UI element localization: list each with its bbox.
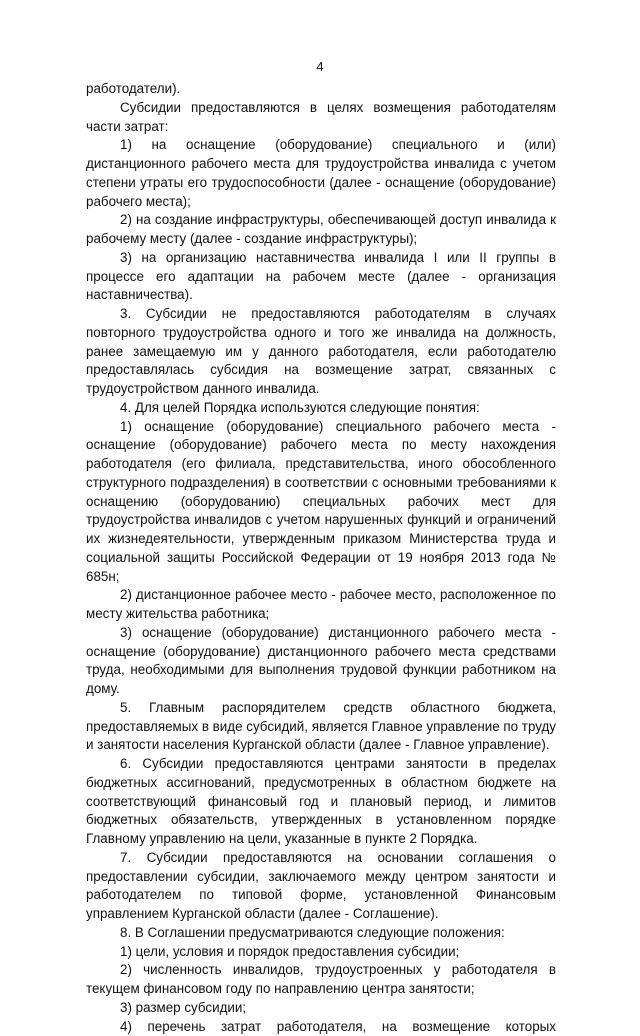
paragraph: 1) оснащение (оборудование) специального рабочего места - оснащение (оборудование) рабочего места по месту нахождения работодателя (его филиала, представительства, иного обособленного структурного подразделения) в соответствии с основными требованиями к оснащению (оборудованию) специальных рабочих мест для трудоустройства инвалидов с учетом нарушенных функций и ограничений их жизнедеятельности, утвержденным приказом Министерства труда и социальной защиты Российской Федерации от 19 ноября 2013 года № 685н; bbox=[86, 418, 556, 587]
paragraph: 4. Для целей Порядка используются следующие понятия: bbox=[86, 399, 556, 418]
paragraph: 8. В Соглашении предусматриваются следующие положения: bbox=[86, 924, 556, 943]
paragraph: 2) на создание инфраструктуры, обеспечивающей доступ инвалида к рабочему месту (далее - создание инфраструктуры); bbox=[86, 211, 556, 249]
paragraph: 1) на оснащение (оборудование) специального и (или) дистанционного рабочего места для трудоустройства инвалида с учетом степени утраты его трудоспособности (далее - оснащение (оборудование) рабочего места); bbox=[86, 136, 556, 211]
document-body bbox=[86, 80, 556, 1036]
paragraph: 7. Субсидии предоставляются на основании соглашения о предоставлении субсидии, заключаемого между центром занятости и работодателем по типовой форме, установленной Финансовым управлением Курганской области (далее - Соглашение). bbox=[86, 849, 556, 924]
paragraph: 5. Главным распорядителем средств областного бюджета, предоставляемых в виде субсидий, является Главное управление по труду и занятости населения Курганской области (далее - Главное управление). bbox=[86, 699, 556, 755]
page-number: 4 bbox=[0, 59, 640, 74]
paragraph: 2) дистанционное рабочее место - рабочее место, расположенное по месту жительства работника; bbox=[86, 586, 556, 624]
paragraph: 2) численность инвалидов, трудоустроенных у работодателя в текущем финансовом году по направлению центра занятости; bbox=[86, 961, 556, 999]
paragraph: 3. Субсидии не предоставляются работодателям в случаях повторного трудоустройства одного и того же инвалида на должность, ранее замещаемую им у данного работодателя, если работодателю предоставлялась субсидия на возмещение затрат, связанных с трудоустройством данного инвалида. bbox=[86, 305, 556, 399]
paragraph: 1) цели, условия и порядок предоставления субсидии; bbox=[86, 943, 556, 962]
paragraph: 3) оснащение (оборудование) дистанционного рабочего места - оснащение (оборудование) дистанционного рабочего места средствами труда, необходимыми для выполнения трудовой функции работником на дому. bbox=[86, 624, 556, 699]
paragraph: 3) на организацию наставничества инвалида I или II группы в процессе его адаптации на рабочем месте (далее - организация наставничества). bbox=[86, 249, 556, 305]
paragraph: 4) перечень затрат работодателя, на возмещение которых bbox=[86, 1018, 556, 1036]
paragraph: 3) размер субсидии; bbox=[86, 999, 556, 1018]
paragraph: 6. Субсидии предоставляются центрами занятости в пределах бюджетных ассигнований, предусмотренных в областном бюджете на соответствующий финансовый год и плановый период, и лимитов бюджетных обязательств, утвержденных в установленном порядке Главному управлению на цели, указанные в пункте 2 Порядка. bbox=[86, 755, 556, 849]
paragraph: работодатели). bbox=[86, 80, 556, 99]
paragraph: Субсидии предоставляются в целях возмещения работодателям части затрат: bbox=[86, 99, 556, 137]
